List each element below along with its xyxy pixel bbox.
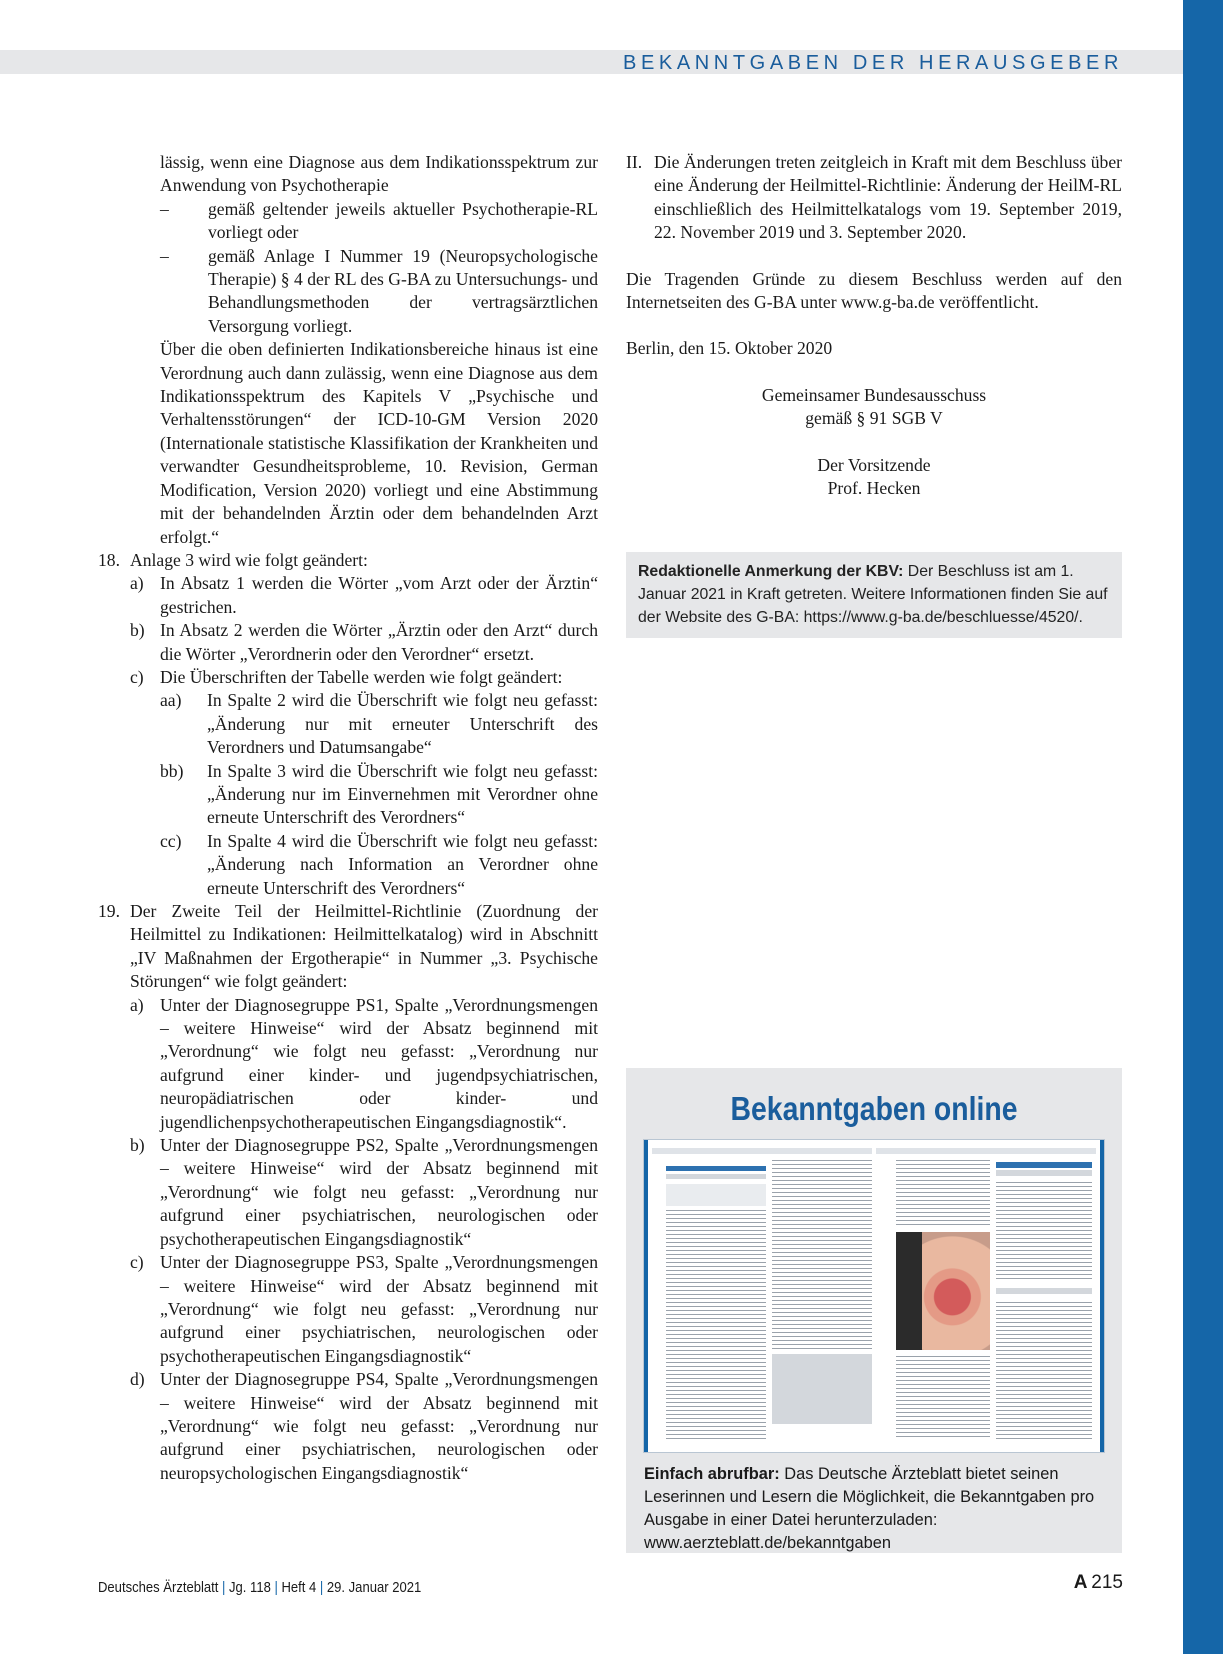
preview-text xyxy=(772,1160,872,1350)
sub-item xyxy=(130,1134,598,1251)
note-text: Der Beschluss ist am 1. Januar 2021 in Kraft getreten. Weitere Informationen finden Sie auf der Website des G-BA: https://www.g-ba.de/beschluesse/4520/. xyxy=(638,563,1108,626)
online-label: Einfach abrufbar: xyxy=(644,1465,780,1483)
paragraph: Über die oben definierten Indikationsbereiche hinaus ist eine Verordnung auch dann zulässig, wenn eine Diagnose aus dem Indikationsspektrum des Kapitels V „Psychische und Verhaltensstörungen“ der ICD-10-GM Version 2020 (Internationale statistische Klassifikation der Krankheiten und verwandter Gesundheitsprobleme, 10. Revision, German Modification, Version 2020) vorliegt und eine Abstimmung mit der behandelnden Ärztin oder dem behandelnden Arzt erfolgt.“ xyxy=(160,339,598,547)
preview-box xyxy=(772,1354,872,1424)
sub-marker: b) xyxy=(130,1135,145,1156)
note-label: Redaktionelle Anmerkung der KBV: xyxy=(638,563,904,580)
sub-marker: d) xyxy=(130,1369,145,1390)
sub-item xyxy=(130,1251,598,1368)
paragraph: lässig, wenn eine Diagnose aus dem Indikationsspektrum zur Anwendung von Psychotherapie xyxy=(160,152,598,196)
preview-photo-shadow xyxy=(896,1232,922,1350)
sub-marker: c) xyxy=(130,666,144,687)
preview-text xyxy=(996,1182,1092,1282)
sub-text: Unter der Diagnosegruppe PS4, Spalte „Verordnungsmengen – weitere Hinweise“ wird der Absatz beginnend mit „Verordnung“ wie folgt neu gefasst: „Verordnung nur aufgrund einer psychiatrischen, neurologischen oder neuropsychologischen Eingangsdiagnostik“ xyxy=(160,1369,598,1483)
item-number: 19. xyxy=(98,901,120,921)
sub-text: Unter der Diagnosegruppe PS3, Spalte „Verordnungsmengen – weitere Hinweise“ wird der Absatz beginnend mit „Verordnung“ wie folgt neu gefasst: „Verordnung nur aufgrund einer psychiatrischen, neurologischen oder psychotherapeutischen Eingangsdiagnostik“ xyxy=(160,1252,598,1366)
sub-item xyxy=(130,619,598,666)
dash-marker: – xyxy=(160,245,169,266)
item-number: 18. xyxy=(98,549,120,570)
sub-marker: a) xyxy=(130,994,144,1015)
sub-sub-marker: aa) xyxy=(160,690,182,711)
page-number xyxy=(1074,1572,1123,1594)
dash-item xyxy=(160,198,598,245)
sub-item xyxy=(130,666,598,689)
edge-color-bar xyxy=(1183,0,1223,1654)
preview-header-band xyxy=(876,1148,1096,1154)
preview-title-block xyxy=(666,1184,766,1206)
issue-date: 29. Januar 2021 xyxy=(326,1580,422,1596)
dash-text: gemäß Anlage I Nummer 19 (Neuropsychologische Therapie) § 4 der RL des G-BA zu Untersuchungs- und Behandlungsmethoden der vertragsärztlichen Versorgung vorliegt. xyxy=(208,245,598,336)
sub-marker: a) xyxy=(130,573,144,594)
signature-org: gemäß § 91 SGB V xyxy=(805,408,943,429)
preview-heading xyxy=(666,1166,766,1171)
signature-org: Gemeinsamer Bundesausschuss xyxy=(761,384,987,405)
sub-text: Die Überschriften der Tabelle werden wie folgt geändert: xyxy=(160,666,563,687)
preview-text xyxy=(996,1302,1092,1442)
sub-sub-item xyxy=(160,760,598,830)
date-line: Berlin, den 15. Oktober 2020 xyxy=(626,338,833,359)
paragraph: Die Tragenden Gründe zu diesem Beschluss werden auf den Internetseiten des G-BA unter www.g-ba.de veröffentlicht. xyxy=(626,268,1122,313)
page-value: 215 xyxy=(1091,1572,1123,1593)
sub-list-19 xyxy=(130,994,598,1486)
roman-item-ii xyxy=(626,151,1122,245)
editorial-note-box xyxy=(626,552,1122,638)
issue: Heft 4 xyxy=(281,1580,317,1596)
sub-sub-text: In Spalte 3 wird die Überschrift wie folgt neu gefasst: „Änderung nur im Einvernehmen mit Verordner ohne erneute Unterschrift des Verordners“ xyxy=(207,760,598,828)
sub-text: In Absatz 1 werden die Wörter „vom Arzt oder der Ärztin“ gestrichen. xyxy=(160,573,598,617)
item-text: Der Zweite Teil der Heilmittel-Richtlinie (Zuordnung der Heilmittel zu Indikationen: Heilmittelkatalog) wird in Abschnitt „IV Maßnahmen der Ergotherapie“ in Nummer „3. Psychische Störungen“ wie folgt geändert: xyxy=(130,901,598,992)
sub-text: In Absatz 2 werden die Wörter „Ärztin oder den Arzt“ durch die Wörter „Verordnerin oder den Verordner“ ersetzt. xyxy=(160,620,598,664)
preview-text xyxy=(896,1160,990,1226)
sub-text: Unter der Diagnosegruppe PS1, Spalte „Verordnungsmengen – weitere Hinweise“ wird der Absatz beginnend mit „Verordnung“ wie folgt neu gefasst: „Verordnung nur aufgrund einer kinder- und jugendpsychiatrischen, neuropädiatrischen oder kinder- und jugendlichenpsychotherapeutischen Eingangsdiagnostik“. xyxy=(160,994,598,1132)
indent-block xyxy=(160,151,598,549)
preview-heading xyxy=(996,1162,1092,1168)
sub-sub-list xyxy=(160,689,598,900)
sub-sub-text: In Spalte 4 wird die Überschrift wie folgt neu gefasst: „Änderung nach Information an Verordner ohne erneute Unterschrift des Verordners“ xyxy=(207,830,598,898)
right-column xyxy=(626,151,1122,500)
item-number: II. xyxy=(626,152,643,172)
online-title: Bekanntgaben online xyxy=(730,1090,1018,1127)
separator: | xyxy=(274,1580,278,1596)
preview-heading xyxy=(996,1170,1092,1176)
separator: | xyxy=(319,1580,324,1596)
magazine-preview-image xyxy=(644,1140,1104,1452)
sub-sub-text: In Spalte 2 wird die Überschrift wie folgt neu gefasst: „Änderung nur mit erneuter Unterschrift des Verordners und Datumsangabe“ xyxy=(207,690,598,758)
sub-marker: b) xyxy=(130,620,145,641)
separator: | xyxy=(222,1580,226,1596)
volume: Jg. 118 xyxy=(229,1580,271,1596)
dash-text: gemäß geltender jeweils aktueller Psychotherapie-RL vorliegt oder xyxy=(208,198,598,243)
numbered-item-18 xyxy=(98,549,598,572)
online-info-box xyxy=(626,1068,1122,1553)
preview-text xyxy=(666,1210,766,1440)
left-column xyxy=(98,151,598,1485)
item-text: Die Änderungen treten zeitgleich in Kraft mit dem Beschluss über eine Änderung der Heilmittel-Richtlinie: Änderung der HeilM-RL einschließlich des Heilmittelkatalogs vom 19. September 2019, 22. November 2019 und 3. September 2020. xyxy=(654,152,1122,243)
footer-citation xyxy=(98,1580,421,1596)
dash-marker: – xyxy=(160,198,169,219)
sub-item xyxy=(130,572,598,619)
sub-item xyxy=(130,994,598,1134)
sub-sub-marker: cc) xyxy=(160,830,182,851)
numbered-item-19 xyxy=(98,900,598,994)
online-description xyxy=(644,1463,1104,1555)
preview-heading xyxy=(996,1288,1092,1294)
preview-heading xyxy=(666,1174,766,1179)
signature-role: Der Vorsitzende xyxy=(817,454,931,475)
signature-name: Prof. Hecken xyxy=(827,478,921,499)
online-text: Das Deutsche Ärzteblatt bietet seinen Leserinnen und Lesern die Möglichkeit, die Bekanntgaben pro Ausgabe in einer Datei herunterzuladen: www.aerzteblatt.de/bekanntgaben xyxy=(644,1465,1095,1552)
journal-name: Deutsches Ärzteblatt xyxy=(98,1580,219,1596)
sub-sub-marker: bb) xyxy=(160,760,184,781)
sub-marker: c) xyxy=(130,1252,144,1273)
preview-text xyxy=(896,1356,990,1440)
preview-header-band xyxy=(652,1148,872,1154)
sub-list-18 xyxy=(130,572,598,900)
dash-item xyxy=(160,245,598,339)
section-title: BEKANNTGABEN DER HERAUSGEBER xyxy=(623,52,1123,74)
page-prefix: A xyxy=(1073,1572,1088,1593)
sub-item xyxy=(130,1368,598,1485)
sub-text: Unter der Diagnosegruppe PS2, Spalte „Verordnungsmengen – weitere Hinweise“ wird der Absatz beginnend mit „Verordnung“ wie folgt neu gefasst: „Verordnung nur aufgrund einer psychiatrischen, neurologischen oder psychotherapeutischen Eingangsdiagnostik“ xyxy=(160,1135,598,1249)
sub-sub-item xyxy=(160,830,598,900)
item-text: Anlage 3 wird wie folgt geändert: xyxy=(130,549,368,570)
sub-sub-item xyxy=(160,689,598,759)
